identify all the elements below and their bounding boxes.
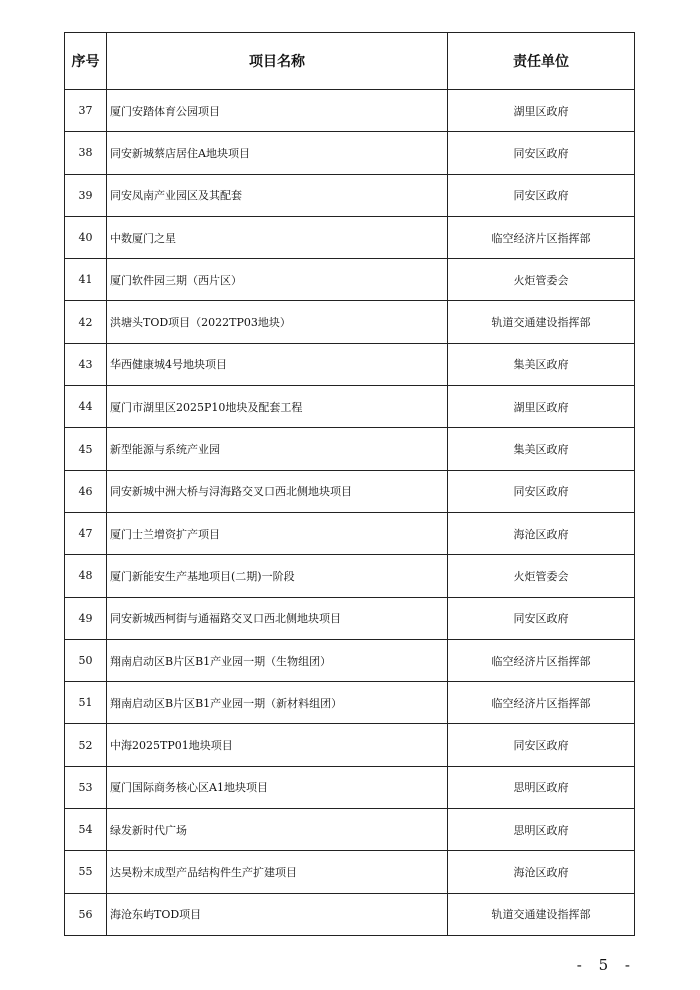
cell-serial-number: 52 [65,724,107,766]
cell-responsible-unit: 海沧区政府 [448,512,635,554]
cell-serial-number: 46 [65,470,107,512]
table-body [65,90,635,936]
table-row [65,639,635,681]
cell-project-name: 厦门安踏体育公园项目 [107,90,448,132]
cell-responsible-unit: 轨道交通建设指挥部 [448,893,635,935]
cell-responsible-unit: 临空经济片区指挥部 [448,216,635,258]
cell-project-name: 中数厦门之星 [107,216,448,258]
cell-project-name: 达昊粉末成型产品结构件生产扩建项目 [107,851,448,893]
cell-serial-number: 42 [65,301,107,343]
cell-responsible-unit: 轨道交通建设指挥部 [448,301,635,343]
table-row [65,343,635,385]
cell-responsible-unit: 火炬管委会 [448,555,635,597]
table-row [65,851,635,893]
cell-serial-number: 37 [65,90,107,132]
table-row [65,301,635,343]
project-table-container [64,32,634,936]
cell-serial-number: 38 [65,132,107,174]
cell-project-name: 厦门新能安生产基地项目(二期)一阶段 [107,555,448,597]
cell-project-name: 同安新城蔡店居住A地块项目 [107,132,448,174]
table-row [65,809,635,851]
cell-serial-number: 43 [65,343,107,385]
cell-responsible-unit: 同安区政府 [448,470,635,512]
cell-project-name: 厦门国际商务核心区A1地块项目 [107,766,448,808]
cell-project-name: 洪塘头TOD项目（2022TP03地块） [107,301,448,343]
cell-project-name: 翔南启动区B片区B1产业园一期（生物组团） [107,639,448,681]
table-row [65,470,635,512]
cell-project-name: 同安新城西柯街与通福路交叉口西北侧地块项目 [107,597,448,639]
cell-responsible-unit: 同安区政府 [448,132,635,174]
cell-serial-number: 48 [65,555,107,597]
cell-project-name: 海沧东屿TOD项目 [107,893,448,935]
cell-project-name: 翔南启动区B片区B1产业园一期（新材料组团） [107,682,448,724]
cell-serial-number: 40 [65,216,107,258]
cell-project-name: 厦门市湖里区2025P10地块及配套工程 [107,386,448,428]
cell-serial-number: 39 [65,174,107,216]
cell-project-name: 绿发新时代广场 [107,809,448,851]
cell-responsible-unit: 湖里区政府 [448,90,635,132]
header-responsible-unit: 责任单位 [448,33,635,90]
table-row [65,386,635,428]
cell-responsible-unit: 临空经济片区指挥部 [448,639,635,681]
cell-project-name: 同安凤南产业园区及其配套 [107,174,448,216]
cell-responsible-unit: 同安区政府 [448,597,635,639]
table-row [65,512,635,554]
table-row [65,893,635,935]
table-row [65,766,635,808]
cell-serial-number: 56 [65,893,107,935]
cell-responsible-unit: 同安区政府 [448,724,635,766]
table-row [65,724,635,766]
cell-responsible-unit: 海沧区政府 [448,851,635,893]
cell-serial-number: 55 [65,851,107,893]
cell-serial-number: 53 [65,766,107,808]
cell-project-name: 同安新城中洲大桥与浔海路交叉口西北侧地块项目 [107,470,448,512]
table-row [65,597,635,639]
cell-project-name: 厦门士兰增资扩产项目 [107,512,448,554]
cell-responsible-unit: 集美区政府 [448,343,635,385]
cell-serial-number: 41 [65,259,107,301]
cell-responsible-unit: 湖里区政府 [448,386,635,428]
cell-serial-number: 45 [65,428,107,470]
page-number: - 5 - [576,956,636,974]
cell-project-name: 新型能源与系统产业园 [107,428,448,470]
table-row [65,428,635,470]
table-header-row [65,33,635,90]
cell-serial-number: 51 [65,682,107,724]
table-row [65,682,635,724]
cell-responsible-unit: 思明区政府 [448,809,635,851]
cell-responsible-unit: 思明区政府 [448,766,635,808]
table-row [65,90,635,132]
header-project-name: 项目名称 [107,33,448,90]
header-serial-number: 序号 [65,33,107,90]
table-row [65,555,635,597]
cell-responsible-unit: 同安区政府 [448,174,635,216]
cell-serial-number: 49 [65,597,107,639]
cell-project-name: 中海2025TP01地块项目 [107,724,448,766]
cell-serial-number: 54 [65,809,107,851]
cell-serial-number: 44 [65,386,107,428]
cell-responsible-unit: 火炬管委会 [448,259,635,301]
cell-serial-number: 47 [65,512,107,554]
table-row [65,216,635,258]
cell-project-name: 厦门软件园三期（西片区） [107,259,448,301]
table-row [65,132,635,174]
cell-serial-number: 50 [65,639,107,681]
project-table [64,32,635,936]
cell-project-name: 华西健康城4号地块项目 [107,343,448,385]
table-row [65,174,635,216]
cell-responsible-unit: 临空经济片区指挥部 [448,682,635,724]
table-row [65,259,635,301]
cell-responsible-unit: 集美区政府 [448,428,635,470]
